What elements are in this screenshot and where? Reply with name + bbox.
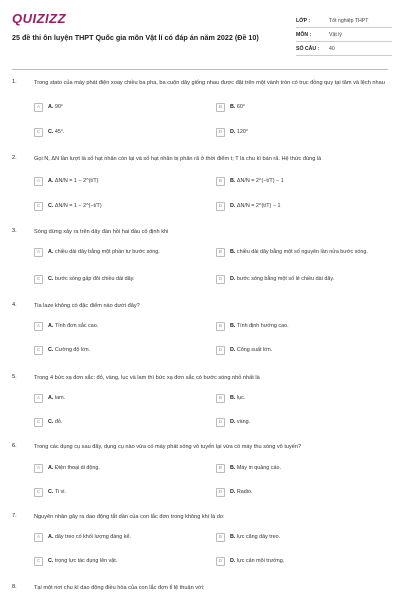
answer-option-c[interactable] — [34, 272, 188, 287]
option-label — [48, 323, 188, 330]
meta-table — [296, 14, 392, 56]
option-tag: D. — [230, 276, 236, 282]
option-letter-box: D — [216, 202, 225, 211]
option-text: đỏ. — [53, 419, 63, 425]
meta-key: MÔN : — [296, 31, 312, 38]
option-text: ΔN/N = 1 − 2^(−t/T) — [53, 203, 102, 209]
option-text: vàng. — [235, 419, 251, 425]
option-label — [48, 129, 188, 136]
meta-value: Vật lý — [329, 31, 342, 38]
option-tag: A. — [48, 178, 54, 184]
answer-option-c[interactable] — [34, 199, 188, 214]
option-letter-box: B — [216, 177, 225, 186]
answer-option-a[interactable] — [34, 461, 188, 476]
option-tag: B. — [230, 178, 236, 184]
question-text: Tia laze không có đặc điểm nào dưới đây? — [34, 303, 140, 309]
meta-value: Tốt nghiệp THPT — [329, 17, 369, 24]
option-label — [48, 395, 188, 402]
question-number: 6. — [12, 443, 17, 449]
option-letter-box: A — [34, 177, 43, 186]
option-label — [48, 558, 188, 565]
option-label — [48, 276, 188, 283]
answer-option-c[interactable] — [34, 415, 188, 430]
option-tag: B. — [230, 465, 236, 471]
answer-option-c[interactable] — [34, 125, 188, 140]
option-letter-box: C — [34, 275, 43, 284]
option-label — [230, 323, 370, 330]
meta-value: 40 — [329, 45, 335, 52]
option-text: 45°. — [53, 129, 65, 135]
quizizz-logo: QUIZIZZ — [12, 11, 67, 26]
option-text: bước sóng bằng một số lẻ chiều dài dây. — [235, 276, 335, 282]
option-letter-box: D — [216, 418, 225, 427]
option-label — [230, 347, 370, 354]
option-label — [230, 489, 370, 496]
option-letter-box: B — [216, 533, 225, 542]
option-letter-box: A — [34, 103, 43, 112]
option-label — [48, 489, 188, 496]
option-text: lục. — [235, 395, 246, 401]
option-text: trọng lực tác dụng lên vật. — [53, 558, 118, 564]
question-number: 5. — [12, 374, 17, 380]
option-tag: A. — [48, 395, 54, 401]
option-tag: D. — [230, 419, 236, 425]
answer-option-d[interactable] — [216, 272, 370, 287]
option-text: Radio. — [235, 489, 253, 495]
answer-option-b[interactable] — [216, 100, 370, 115]
option-tag: B. — [230, 104, 236, 110]
option-letter-box: B — [216, 248, 225, 257]
option-label — [48, 534, 188, 541]
option-letter-box: C — [34, 202, 43, 211]
answer-option-c[interactable] — [34, 554, 188, 569]
meta-row-count — [296, 42, 392, 56]
option-tag: C. — [48, 419, 54, 425]
option-text: 120° — [235, 129, 249, 135]
option-text: lực cản môi trường. — [235, 558, 285, 564]
meta-row-class — [296, 14, 392, 28]
option-letter-box: A — [34, 464, 43, 473]
question-text: Tại một nơi chu kì dao động điều hòa của con lắc đơn tỉ lệ thuận với: — [34, 585, 205, 591]
answer-option-b[interactable] — [216, 530, 370, 545]
option-label — [230, 178, 370, 185]
option-tag: D. — [230, 558, 236, 564]
option-text: Ti vi. — [53, 489, 66, 495]
option-letter-box: D — [216, 488, 225, 497]
option-text: dây treo có khối lượng đáng kể. — [53, 534, 131, 540]
option-letter-box: C — [34, 128, 43, 137]
option-label — [48, 249, 188, 256]
answer-option-b[interactable] — [216, 245, 370, 260]
option-tag: A. — [48, 104, 54, 110]
option-letter-box: D — [216, 346, 225, 355]
option-text: bước sóng gấp đôi chiều dài dây. — [53, 276, 135, 282]
answer-option-d[interactable] — [216, 199, 370, 214]
option-letter-box: D — [216, 275, 225, 284]
answer-option-c[interactable] — [34, 343, 188, 358]
option-text: Tính định hướng cao. — [235, 323, 289, 329]
question-text: Trong 4 bức xạ đơn sắc: đỏ, vàng, lục và lam thì bức xạ đơn sắc có bước sóng nhỏ nhất là — [34, 375, 260, 381]
option-label — [48, 203, 188, 210]
question-number: 4. — [12, 302, 17, 308]
option-label — [48, 419, 188, 426]
option-label — [48, 178, 188, 185]
option-text: chiều dài dây bằng một phần tư bước sóng. — [53, 249, 160, 255]
option-text: lam. — [53, 395, 66, 401]
option-text: Máy in quảng cáo. — [235, 465, 281, 471]
option-letter-box: D — [216, 128, 225, 137]
option-letter-box: D — [216, 557, 225, 566]
question-number: 3. — [12, 228, 17, 234]
answer-option-a[interactable] — [34, 245, 188, 260]
option-tag: D. — [230, 347, 236, 353]
answer-option-b[interactable] — [216, 391, 370, 406]
question-number: 8. — [12, 584, 17, 590]
option-label — [48, 465, 188, 472]
answer-option-d[interactable] — [216, 125, 370, 140]
answer-option-c[interactable] — [34, 485, 188, 500]
option-text: Điện thoại di động. — [53, 465, 100, 471]
option-tag: B. — [230, 534, 236, 540]
option-text: lực căng dây treo. — [235, 534, 281, 540]
answer-option-d[interactable] — [216, 554, 370, 569]
option-text: ΔN/N = 2^(−t/T) − 1 — [235, 178, 284, 184]
option-letter-box: A — [34, 394, 43, 403]
answer-option-d[interactable] — [216, 343, 370, 358]
answer-option-d[interactable] — [216, 415, 370, 430]
option-text: Công suất lớn. — [235, 347, 273, 353]
option-tag: C. — [48, 558, 54, 564]
option-text: chiều dài dây bằng một số nguyên lần nửa bước sóng. — [235, 249, 368, 255]
answer-option-b[interactable] — [216, 461, 370, 476]
option-letter-box: C — [34, 346, 43, 355]
option-text: 90° — [53, 104, 64, 110]
option-letter-box: C — [34, 488, 43, 497]
document-header — [0, 0, 400, 66]
option-letter-box: B — [216, 103, 225, 112]
option-tag: B. — [230, 323, 236, 329]
question-text: Nguyên nhân gây ra dao động tắt dần của con lắc đơn trong không khí là do: — [34, 514, 225, 520]
option-letter-box: C — [34, 557, 43, 566]
question-text: Trong các dụng cụ sau đây, dụng cụ nào vừa có máy phát sóng vô tuyến lại vừa có máy thu sóng vô tuyến? — [34, 444, 302, 450]
option-tag: B. — [230, 395, 236, 401]
option-label — [48, 347, 188, 354]
option-tag: A. — [48, 249, 54, 255]
option-text: ΔN/N = 2^(t/T) − 1 — [235, 203, 281, 209]
option-letter-box: C — [34, 418, 43, 427]
option-tag: D. — [230, 129, 236, 135]
answer-option-a[interactable] — [34, 391, 188, 406]
option-label — [230, 419, 370, 426]
question-number: 2. — [12, 155, 17, 161]
option-tag: D. — [230, 203, 236, 209]
option-label — [230, 203, 370, 210]
option-label — [230, 558, 370, 565]
answer-option-d[interactable] — [216, 485, 370, 500]
option-text: Cường độ lớn. — [53, 347, 91, 353]
option-label — [230, 465, 370, 472]
option-tag: C. — [48, 203, 54, 209]
question-text: Trong stato của máy phát điện xoay chiều ba pha, ba cuộn dây giống nhau được đặt trên một vành tròn có trục đồng quy tại tâm và lệch nhau — [34, 80, 385, 86]
answer-option-b[interactable] — [216, 174, 370, 189]
question-text: Sóng dừng xảy ra trên dây đàn hồi hai đầu cố định khi — [34, 229, 169, 235]
option-letter-box: B — [216, 322, 225, 331]
answer-option-b[interactable] — [216, 319, 370, 334]
answer-option-a[interactable] — [34, 530, 188, 545]
option-label — [230, 129, 370, 136]
option-tag: C. — [48, 276, 54, 282]
option-label — [230, 395, 370, 402]
option-tag: C. — [48, 347, 54, 353]
option-tag: C. — [48, 129, 54, 135]
option-text: Tính đơn sắc cao. — [53, 323, 99, 329]
option-tag: D. — [230, 489, 236, 495]
option-text: 60° — [235, 104, 246, 110]
option-tag: C. — [48, 489, 54, 495]
option-label — [48, 104, 188, 111]
option-label — [230, 249, 370, 256]
answer-option-a[interactable] — [34, 174, 188, 189]
question-number: 1. — [12, 79, 17, 85]
option-tag: A. — [48, 534, 54, 540]
page-title: 25 đề thi ôn luyện THPT Quốc gia môn Vật lí có đáp án năm 2022 (Đề 10) — [12, 33, 259, 42]
meta-row-subject — [296, 28, 392, 42]
option-letter-box: A — [34, 533, 43, 542]
option-tag: B. — [230, 249, 236, 255]
meta-key: SỐ CÂU : — [296, 45, 320, 52]
option-label — [230, 276, 370, 283]
option-text: ΔN/N = 1 − 2^(t/T) — [53, 178, 99, 184]
option-letter-box: A — [34, 248, 43, 257]
option-label — [230, 534, 370, 541]
option-letter-box: A — [34, 322, 43, 331]
meta-key: LỚP : — [296, 17, 311, 24]
option-label — [230, 104, 370, 111]
answer-option-a[interactable] — [34, 100, 188, 115]
option-letter-box: B — [216, 464, 225, 473]
header-divider — [12, 69, 388, 70]
option-tag: A. — [48, 323, 54, 329]
question-number: 7. — [12, 513, 17, 519]
question-text: Gọi N, ΔN lần lượt là số hạt nhân còn lại và số hạt nhân bị phân rã ở thời điểm t; T là chu kì bán rã. Hệ thức đúng là — [34, 156, 322, 162]
option-tag: A. — [48, 465, 54, 471]
answer-option-a[interactable] — [34, 319, 188, 334]
option-letter-box: B — [216, 394, 225, 403]
